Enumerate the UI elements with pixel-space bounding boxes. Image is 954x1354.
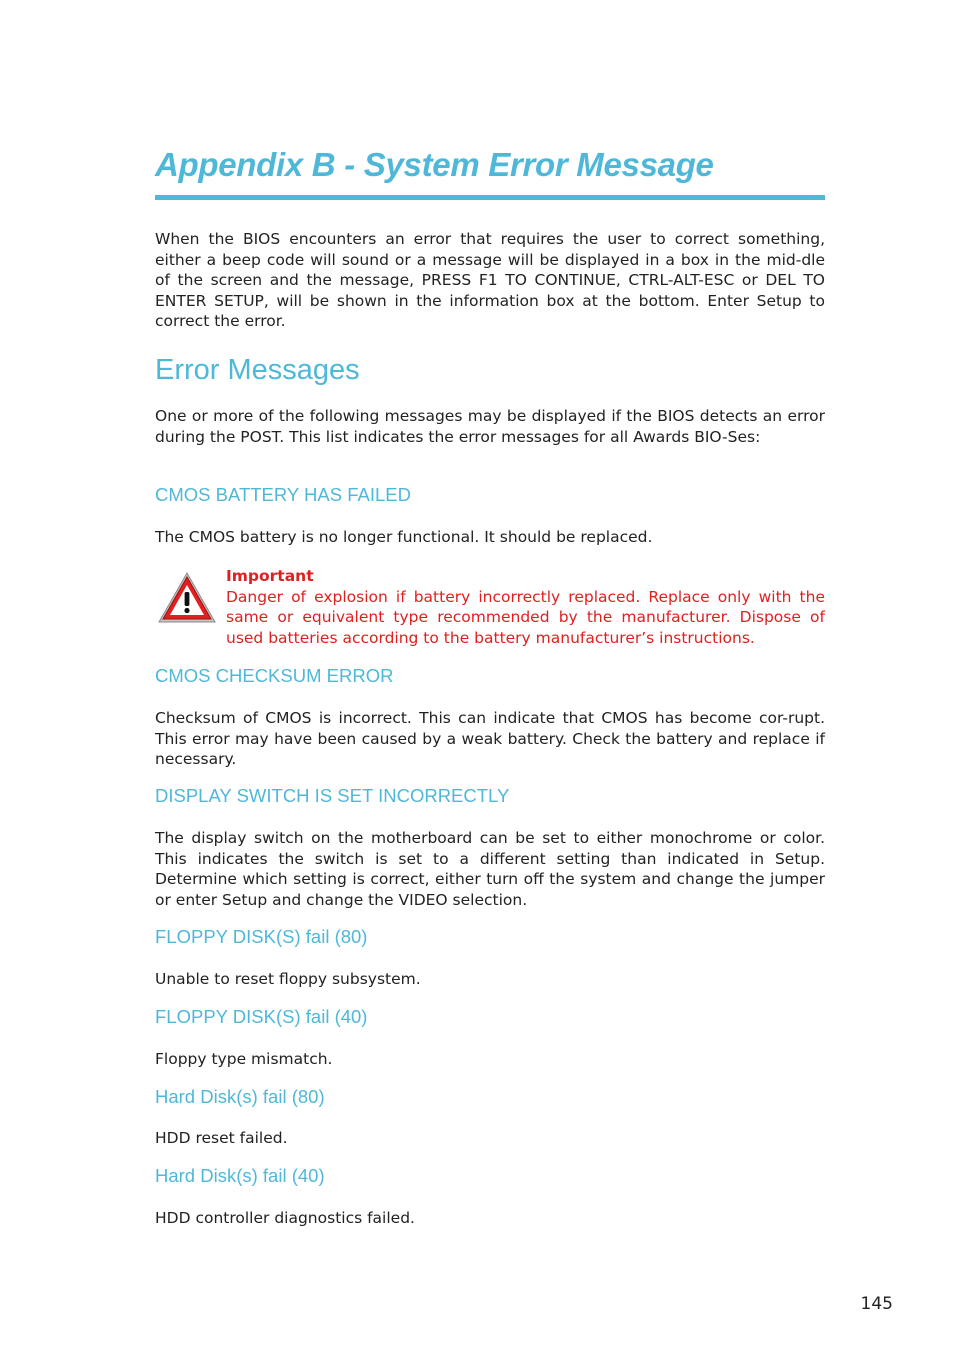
error-title-hdd-40: Hard Disk(s) fail (40): [155, 1165, 325, 1186]
important-notice: [226, 566, 825, 648]
error-desc-hdd-40: HDD controller diagnostics failed.: [155, 1209, 415, 1227]
section-title: Error Messages: [155, 354, 360, 386]
title-underline: [155, 195, 825, 200]
intro-paragraph: When the BIOS encounters an error that requires the user to correct something, either a beep code will sound or a message will be displayed in a box in the mid-dle of the screen and the message, PRESS F1 TO CONTINUE, CTRL-ALT-ESC or DEL TO ENTER SETUP, will be shown in the information box at the bottom. Enter Setup to correct the error.: [155, 230, 825, 330]
error-title-cmos-checksum: CMOS CHECKSUM ERROR: [155, 665, 394, 686]
error-title-hdd-80: Hard Disk(s) fail (80): [155, 1086, 325, 1107]
error-title-display-switch: DISPLAY SWITCH IS SET INCORRECTLY: [155, 785, 510, 806]
error-desc-cmos-battery: The CMOS battery is no longer functional. It should be replaced.: [155, 528, 653, 546]
error-desc-floppy-80: Unable to reset floppy subsystem.: [155, 970, 421, 988]
error-title-cmos-battery: CMOS BATTERY HAS FAILED: [155, 484, 411, 505]
error-desc-hdd-80: HDD reset failed.: [155, 1129, 288, 1147]
important-label: Important: [226, 567, 314, 585]
error-title-floppy-40: FLOPPY DISK(S) fail (40): [155, 1006, 368, 1027]
appendix-title: Appendix B - System Error Message: [155, 146, 714, 183]
error-desc-cmos-checksum: Checksum of CMOS is incorrect. This can indicate that CMOS has become cor-rupt. This error may have been caused by a weak battery. Check the battery and replace if necessary.: [155, 709, 825, 768]
section-intro-paragraph: One or more of the following messages may be displayed if the BIOS detects an error during the POST. This list indicates the error messages for all Awards BIO-Ses:: [155, 407, 825, 446]
important-text: Danger of explosion if battery incorrectly replaced. Replace only with the same or equivalent type recommended by the manufacturer. Dispose of used batteries according to the battery manufacturer’s instructions.: [226, 587, 825, 647]
error-desc-floppy-40: Floppy type mismatch.: [155, 1050, 333, 1068]
error-desc-display-switch: The display switch on the motherboard can be set to either monochrome or color. This indicates the switch is set to a different setting than indicated in Setup. Determine which setting is correct, either turn off the system and change the jumper or enter Setup and change the VIDEO selection.: [155, 829, 825, 909]
error-title-floppy-80: FLOPPY DISK(S) fail (80): [155, 926, 368, 947]
page-number: 145: [860, 1294, 893, 1314]
warning-triangle-icon: [157, 571, 217, 625]
